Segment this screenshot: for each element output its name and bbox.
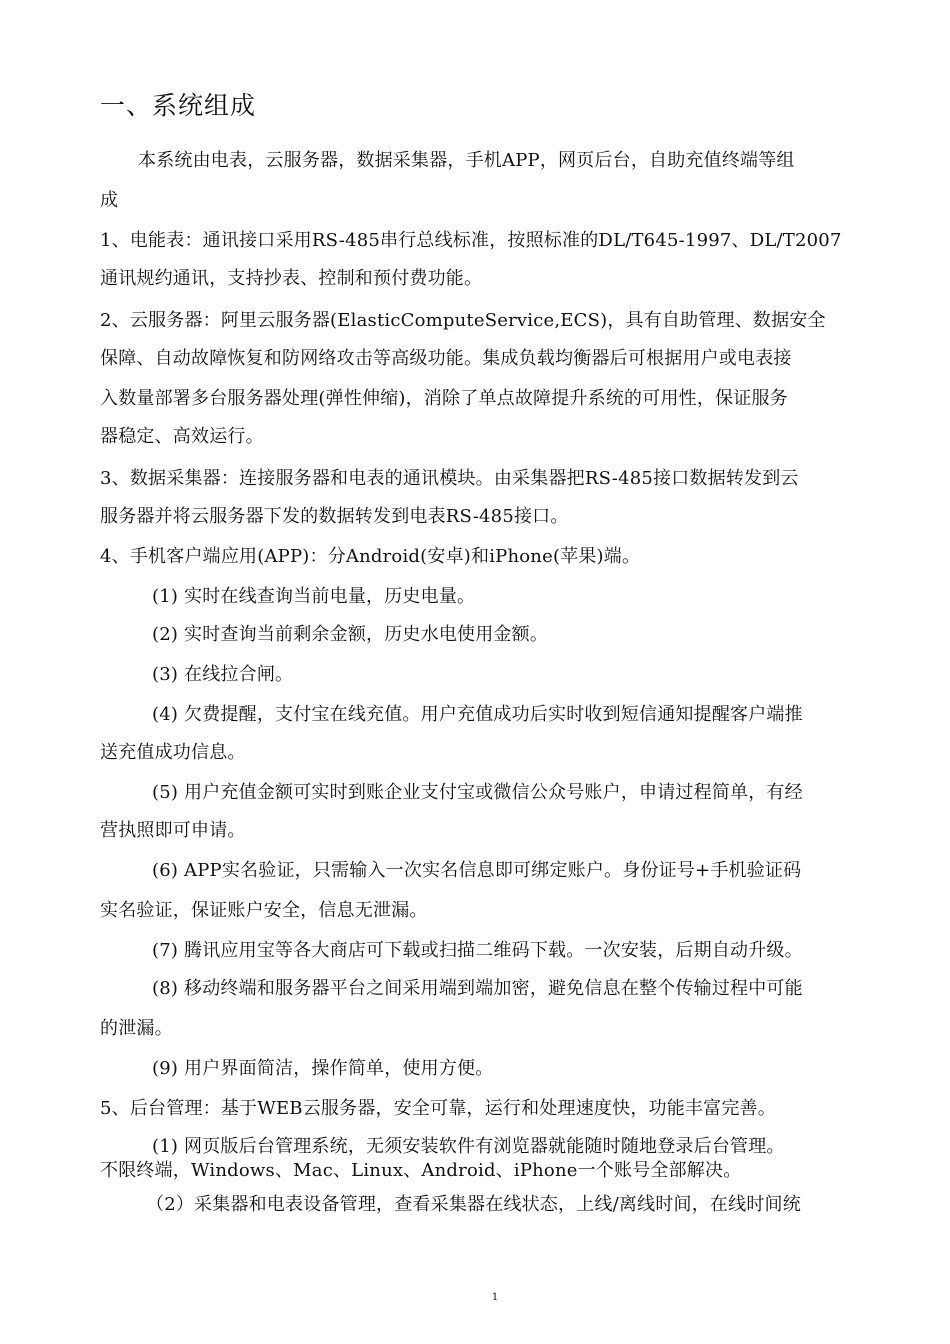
paragraph-line: 不限终端，Windows、Mac、Linux、Android、iPhone一个账号全部解决。: [100, 1160, 742, 1181]
list-item: (4) 欠费提醒，支付宝在线充值。用户充值成功后实时收到短信通知提醒客户端推: [152, 704, 803, 725]
paragraph-line: 通讯规约通讯，支持抄表、控制和预付费功能。: [100, 268, 483, 289]
paragraph-line: 1、电能表：通讯接口采用RS-485串行总线标准，按照标准的DL/T645-1997、DL/T2007: [100, 230, 842, 251]
paragraph-line: 保障、自动故障恢复和防网络攻击等高级功能。集成负载均衡器后可根据用户或电表接: [100, 348, 792, 369]
paragraph-line: 成: [100, 190, 119, 211]
list-item: （2）采集器和电表设备管理，查看采集器在线状态，上线/离线时间，在线时间统: [146, 1194, 801, 1215]
list-item: (1) 网页版后台管理系统，无须安装软件有浏览器就能随时随地登录后台管理。: [152, 1136, 785, 1157]
list-item: (9) 用户界面简洁，操作简单，使用方便。: [152, 1058, 494, 1079]
page-number: 1: [491, 1292, 499, 1303]
paragraph-line: 入数量部署多台服务器处理(弹性伸缩)，消除了单点故障提升系统的可用性，保证服务: [100, 388, 788, 409]
list-item: (7) 腾讯应用宝等各大商店可下载或扫描二维码下载。一次安装，后期自动升级。: [152, 940, 803, 961]
paragraph-line: 的泄漏。: [100, 1018, 173, 1039]
paragraph-line: 5、后台管理：基于WEB云服务器，安全可靠，运行和处理速度快，功能丰富完善。: [100, 1098, 776, 1119]
paragraph-line: 4、手机客户端应用(APP)：分Android(安卓)和iPhone(苹果)端。: [100, 546, 641, 567]
list-item: (3) 在线拉合闸。: [152, 664, 294, 685]
paragraph-line: 营执照即可申请。: [100, 820, 246, 841]
paragraph-line: 器稳定、高效运行。: [100, 426, 264, 447]
list-item: (2) 实时查询当前剩余金额，历史水电使用金额。: [152, 624, 549, 645]
section-heading: 一、系统组成: [100, 91, 257, 120]
list-item: (8) 移动终端和服务器平台之间采用端到端加密，避免信息在整个传输过程中可能: [152, 978, 803, 999]
paragraph-line: 2、云服务器：阿里云服务器(ElasticComputeService,ECS)，具有自助管理、数据安全: [100, 310, 826, 331]
paragraph-line: 送充值成功信息。: [100, 742, 246, 763]
list-item: (5) 用户充值金额可实时到账企业支付宝或微信公众号账户，申请过程简单，有经: [152, 782, 803, 803]
paragraph-line: 本系统由电表，云服务器，数据采集器，手机APP，网页后台，自助充值终端等组: [138, 150, 795, 171]
paragraph-line: 实名验证，保证账户安全，信息无泄漏。: [100, 900, 428, 921]
paragraph-line: 服务器并将云服务器下发的数据转发到电表RS-485接口。: [100, 506, 569, 527]
list-item: (1) 实时在线查询当前电量，历史电量。: [152, 586, 476, 607]
list-item: (6) APP实名验证，只需输入一次实名信息即可绑定账户。身份证号+手机验证码: [152, 860, 802, 881]
paragraph-line: 3、数据采集器：连接服务器和电表的通讯模块。由采集器把RS-485接口数据转发到云: [100, 468, 799, 489]
